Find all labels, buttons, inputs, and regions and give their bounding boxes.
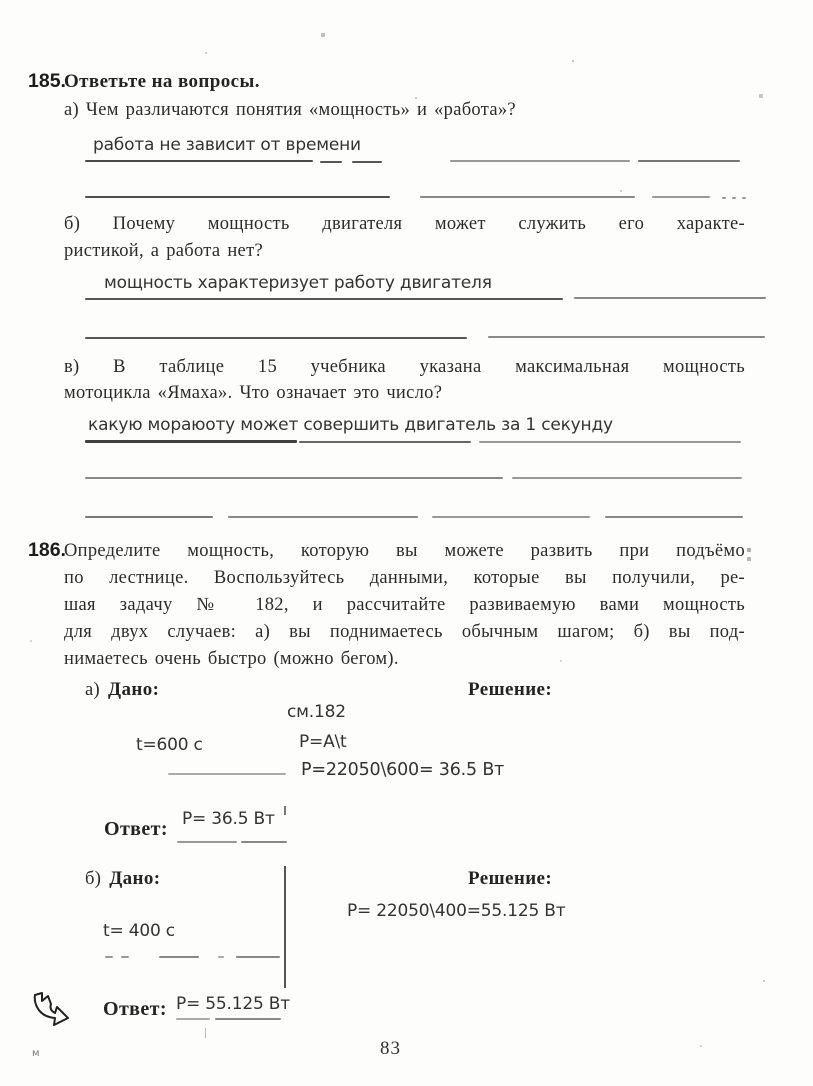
solution-label-b: Решение: xyxy=(468,868,553,889)
given-label-b: Дано: xyxy=(109,868,161,889)
line-segment xyxy=(479,441,741,443)
line-segment xyxy=(299,441,471,443)
given-prefix-b: б) xyxy=(85,869,102,889)
problem-185-number: 185. xyxy=(28,70,66,92)
calc-b: P= 22050\400=55.125 Вт xyxy=(347,901,566,921)
given-value-b: t= 400 с xyxy=(103,921,175,941)
line-segment xyxy=(652,196,710,198)
question-b-line1: б) Почему мощность двигателя может служить его характе- xyxy=(64,214,745,234)
line-segment xyxy=(742,197,746,199)
line-segment xyxy=(85,477,503,479)
given-header-b xyxy=(85,868,161,890)
line-segment xyxy=(638,160,740,162)
answer-a-text: работа не зависит от времени xyxy=(93,135,361,155)
answer-label-a: Ответ: xyxy=(104,818,168,840)
answer-label-b: Ответ: xyxy=(103,998,167,1020)
problem-186-line2: по лестнице. Воспользуйтесь данными, которые вы получили, ре- xyxy=(64,568,745,588)
line-segment xyxy=(218,956,224,958)
question-v-line1: в) В таблице 15 учебника указана максимальная мощность xyxy=(64,357,745,377)
formula-a: P=A\t xyxy=(299,732,347,752)
problem-185-title: Ответьте на вопросы. xyxy=(64,71,260,92)
given-prefix-a: а) xyxy=(85,680,100,700)
problem-186-line1: Определите мощность, которую вы можете развить при подъёмо xyxy=(64,541,745,561)
problem-186-line4: для двух случаев: а) вы поднимаетесь обычным шагом; б) вы под- xyxy=(64,622,745,642)
line-segment xyxy=(236,956,280,958)
line-segment xyxy=(85,196,390,198)
line-segment xyxy=(121,956,129,958)
line-segment xyxy=(105,956,113,958)
line-segment xyxy=(159,956,199,958)
line-segment xyxy=(352,161,382,163)
hand-drawn-arrow-icon xyxy=(28,992,72,1030)
calc-a: P=22050\600= 36.5 Вт xyxy=(301,760,505,780)
line-segment xyxy=(85,516,213,518)
line-segment xyxy=(420,196,635,198)
line-segment xyxy=(228,516,418,518)
margin-mark: м xyxy=(32,1048,40,1059)
answer-value-b: P= 55.125 Вт xyxy=(176,994,290,1014)
given-label-a: Дано: xyxy=(107,679,160,700)
line-segment xyxy=(85,298,563,300)
line-segment xyxy=(488,336,765,338)
given-header-a xyxy=(85,679,159,701)
line-segment xyxy=(432,516,590,518)
line-segment xyxy=(512,477,742,479)
line-segment xyxy=(85,440,297,443)
line-segment xyxy=(85,160,313,162)
solution-label-a: Решение: xyxy=(468,679,553,700)
question-v-line2: мотоцикла «Ямаха». Что означает это число? xyxy=(64,383,443,403)
question-b-line2: ристикой, а работа нет? xyxy=(64,241,263,261)
problem-186-line3: шая задачу № 182, и рассчитайте развиваемую вами мощность xyxy=(64,595,745,615)
question-a: а) Чем различаются понятия «мощность» и «работа»? xyxy=(64,100,516,120)
given-underline-a xyxy=(168,773,286,775)
line-segment xyxy=(241,841,287,843)
line-segment xyxy=(320,161,342,163)
problem-186-number: 186. xyxy=(28,539,66,561)
line-segment xyxy=(176,1018,210,1020)
stray-mark xyxy=(205,1028,206,1038)
stray-mark xyxy=(284,806,286,815)
answer-value-a: P= 36.5 Вт xyxy=(182,809,275,829)
answer-v-text: какую мораюоту может совершить двигатель за 1 секунду xyxy=(88,415,613,435)
line-segment xyxy=(722,197,726,199)
scan-specks xyxy=(0,0,2,2)
ref-note: см.182 xyxy=(287,702,346,722)
line-segment xyxy=(450,160,630,162)
line-segment xyxy=(732,197,736,199)
column-divider-line xyxy=(284,866,286,988)
given-value-a: t=600 с xyxy=(136,735,203,755)
page-number: 83 xyxy=(380,1038,401,1059)
problem-186-line5: нимаетесь очень быстро (можно бегом). xyxy=(64,649,399,669)
line-segment xyxy=(177,841,237,843)
line-segment xyxy=(85,337,467,339)
line-segment xyxy=(215,1018,281,1020)
line-segment xyxy=(574,297,766,299)
answer-b-text: мощность характеризует работу двигателя xyxy=(104,273,492,293)
line-segment xyxy=(605,516,743,518)
